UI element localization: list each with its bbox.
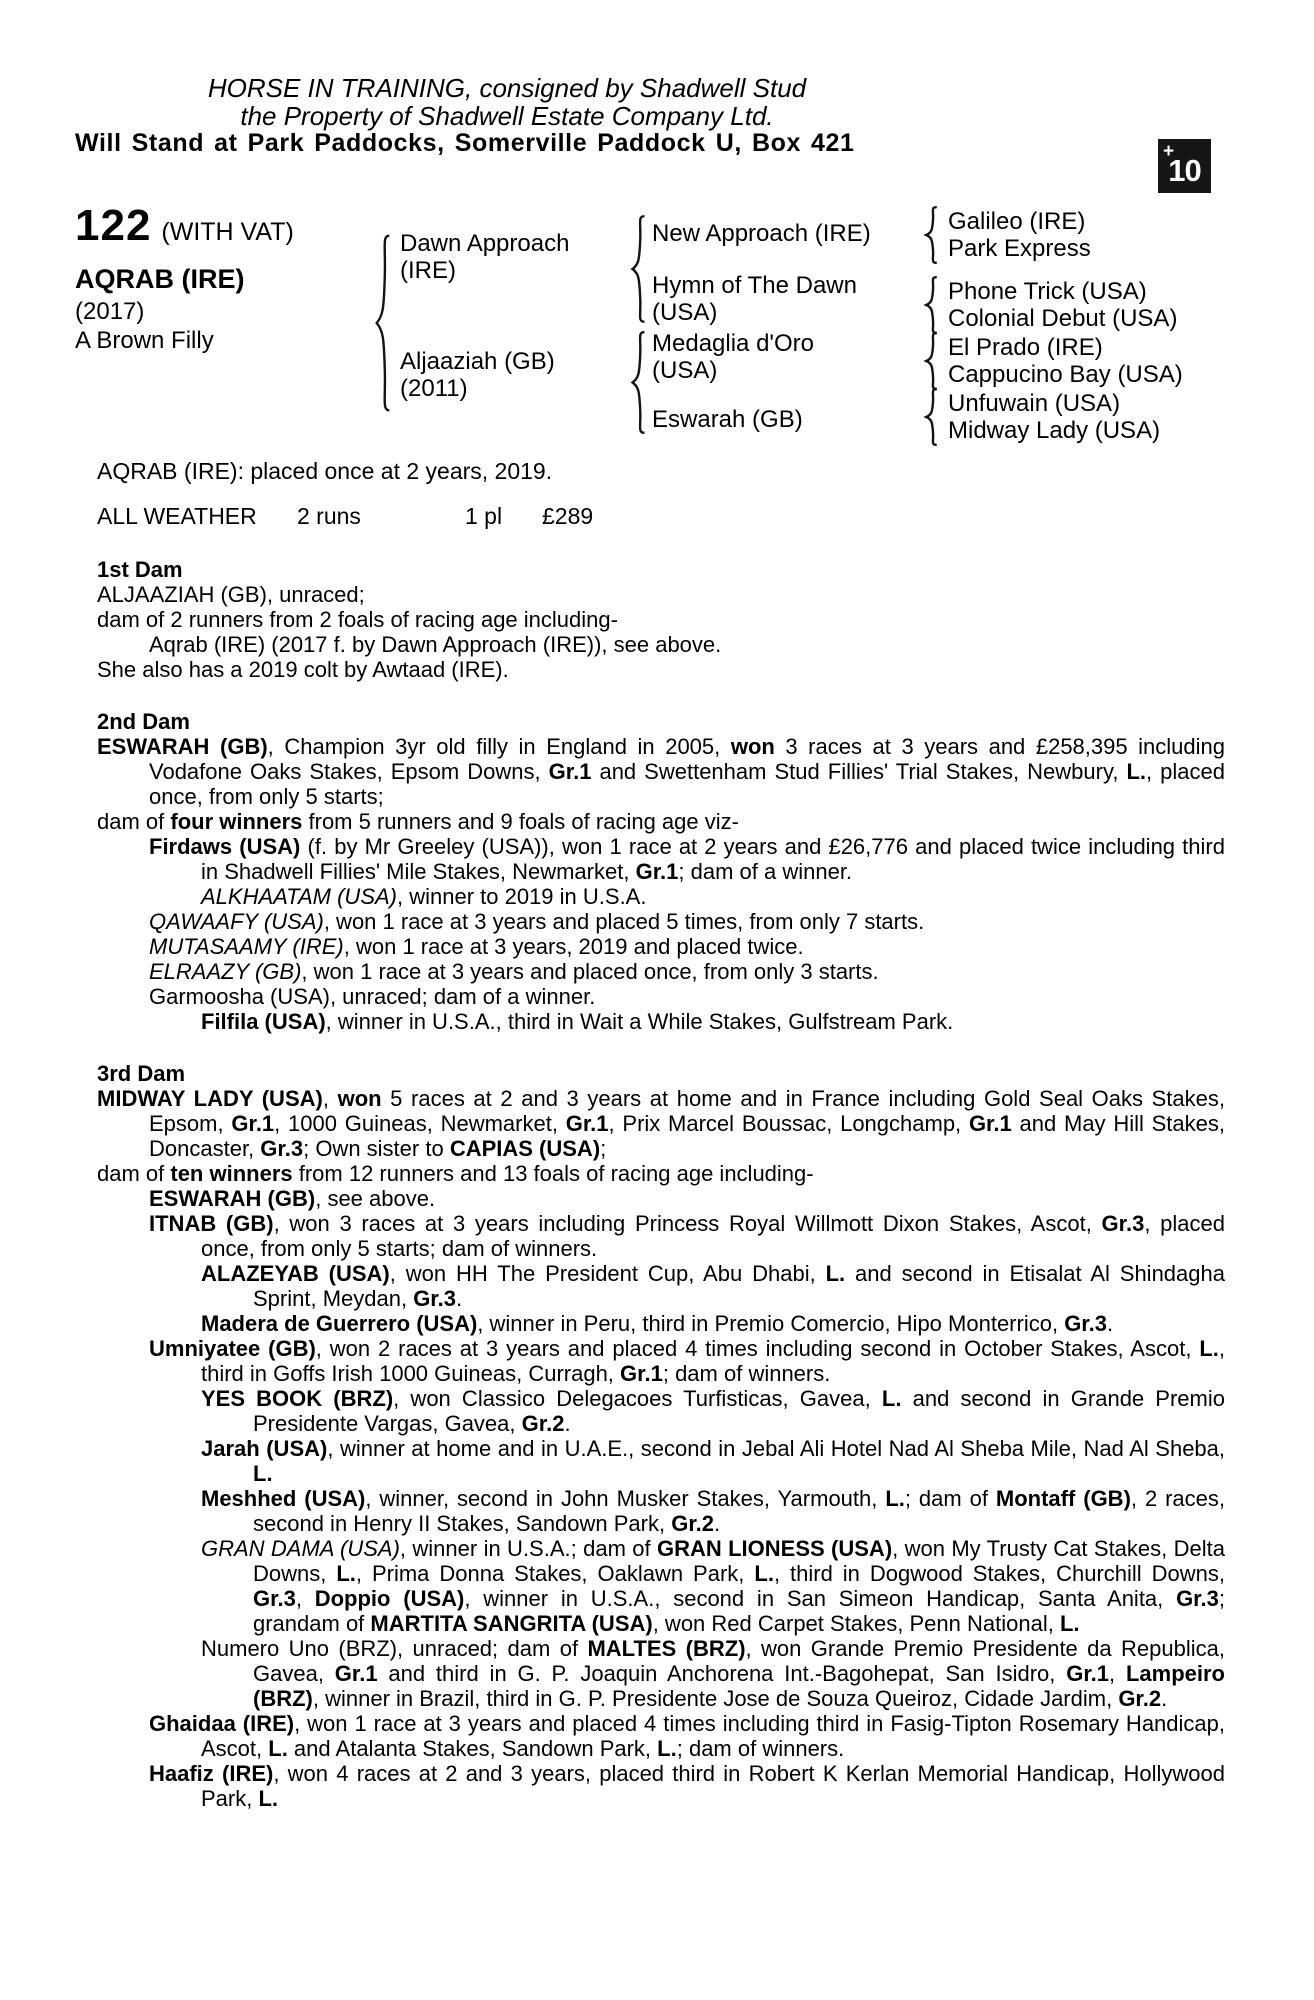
text-run: , won 1 race at 3 years and placed once, from only 3 starts. (301, 959, 879, 984)
stand-location-line: Will Stand at Park Paddocks, Somerville Paddock U, Box 421 (75, 129, 855, 157)
emphasised-text: CAPIAS (USA) (449, 1136, 601, 1161)
surface-label: ALL WEATHER (97, 503, 257, 529)
text-run: , 1000 Guineas, Newmarket, (274, 1111, 566, 1136)
emphasised-text: Gr.3 (253, 1586, 296, 1611)
pedigree-paragraph (97, 909, 1225, 934)
emphasised-text: L. (336, 1561, 356, 1586)
pedigree-paragraph (97, 1161, 1225, 1186)
pedigree-name-line: Unfuwain (USA) (948, 390, 1121, 417)
italic-text: MUTASAAMY (IRE) (149, 934, 344, 959)
emphasised-text: L. (268, 1736, 288, 1761)
emphasised-text: L. (258, 1786, 279, 1811)
pedigree-name-line: (USA) (652, 299, 718, 326)
emphasised-text: Gr.3 (1064, 1311, 1107, 1336)
pedigree-paragraph (97, 1536, 1225, 1636)
text-run: . (1107, 1311, 1114, 1336)
text-run: and Swettenham Stud Fillies' Trial Stakes, Newbury, (591, 759, 1127, 784)
text-run: , won Classico Delegacoes Turfisticas, Gavea, (393, 1386, 882, 1411)
emphasised-text: Gr.1 (968, 1111, 1012, 1136)
horse-name: AQRAB (IRE) (75, 264, 245, 294)
text-run: ; Own sister to (303, 1136, 450, 1161)
text-run: , won Red Carpet Stakes, Penn National, (652, 1611, 1060, 1636)
pedigree-gen3-pair (948, 390, 1160, 444)
emphasised-text: Gr.1 (620, 1361, 663, 1386)
pedigree-paragraph (97, 1086, 1225, 1161)
pedigree-paragraph (97, 734, 1225, 809)
text-run: , third in Dogwood Stakes, Churchill Downs, (773, 1561, 1226, 1586)
emphasised-text: Gr.1 (635, 859, 679, 884)
brace-icon (924, 388, 939, 446)
pedigree-paragraph (97, 1261, 1225, 1311)
text-run: dam of (97, 1161, 171, 1186)
pedigree-paragraph (97, 884, 1225, 909)
pedigree-name-line: (2011) (400, 375, 468, 402)
emphasised-text: L. (885, 1486, 905, 1511)
text-run: from 12 runners and 13 foals of racing age including- (292, 1161, 814, 1186)
pedigree-paragraph (97, 1386, 1225, 1436)
text-run: , won HH The President Cup, Abu Dhabi, (389, 1261, 826, 1286)
text-run: Garmoosha (USA), unraced; dam of a winner. (149, 984, 596, 1009)
pedigree-name-line: Dawn Approach (400, 230, 570, 257)
emphasised-text: Gr.3 (413, 1286, 456, 1311)
emphasised-text: Montaff (GB) (995, 1486, 1131, 1511)
pedigree-name-line: Midway Lady (USA) (948, 417, 1161, 444)
text-run: , won 1 race at 3 years and placed 5 times, from only 7 starts. (323, 909, 925, 934)
emphasised-text: GRAN LIONESS (USA) (656, 1536, 893, 1561)
text-run: , won 4 races at 2 and 3 years, placed third in Robert K Kerlan Memorial Handicap, Hollywood Park, (201, 1761, 1225, 1811)
pedigree-name-line: Galileo (IRE) (948, 208, 1086, 235)
emphasised-text: Filfila (USA) (201, 1009, 326, 1034)
pedigree-paragraph (97, 1636, 1225, 1711)
emphasised-text: Haafiz (IRE) (149, 1761, 274, 1786)
pedigree-paragraph (97, 1186, 1225, 1211)
consignor-line: HORSE IN TRAINING, consigned by Shadwell Stud (207, 73, 807, 103)
pedigree-sire (400, 230, 569, 284)
text-run: Aqrab (IRE) (2017 f. by Dawn Approach (IRE)), see above. (149, 632, 722, 657)
text-run: , won 1 race at 3 years, 2019 and placed twice. (343, 934, 804, 959)
text-run: , winner in Brazil, third in G. P. Presidente Jose de Souza Queiroz, Cidade Jardim, (312, 1686, 1119, 1711)
emphasised-text: Doppio (USA) (314, 1586, 465, 1611)
emphasised-text: L. (1059, 1611, 1080, 1636)
emphasised-text: L. (881, 1386, 902, 1411)
text-run: . (564, 1411, 571, 1436)
italic-text: ELRAAZY (GB) (149, 959, 302, 984)
pedigree-paragraph (97, 607, 1225, 632)
text-run: , won 2 races at 3 years and placed 4 times including second in October Stakes, Ascot, (315, 1336, 1200, 1361)
pedigree-name-line: New Approach (IRE) (652, 220, 871, 247)
emphasised-text: Meshhed (USA) (201, 1486, 366, 1511)
brace-icon (924, 206, 939, 264)
text-run: ; dam of winners. (662, 1361, 831, 1386)
text-run: , Champion 3yr old filly in England in 2005, (267, 734, 731, 759)
text-run: , Prix Marcel Boussac, Longchamp, (608, 1111, 969, 1136)
emphasised-text: L. (253, 1461, 273, 1486)
text-run: . (1161, 1686, 1168, 1711)
pedigree-gen3-pair (948, 208, 1091, 262)
emphasised-text: Gr.1 (548, 759, 592, 784)
brace-icon (374, 232, 392, 414)
emphasised-text: Firdaws (USA) (149, 834, 301, 859)
emphasised-text: Gr.1 (231, 1111, 275, 1136)
emphasised-text: L. (825, 1261, 846, 1286)
pedigree-paragraph (97, 959, 1225, 984)
brace-icon (924, 276, 939, 334)
emphasised-text: four winners (170, 809, 303, 834)
text-run: , won My Trusty Cat Stakes, Delta Downs, (253, 1536, 1225, 1586)
emphasised-text: ITNAB (GB) (149, 1211, 274, 1236)
emphasised-text: MARTITA SANGRITA (USA) (370, 1611, 653, 1636)
pedigree-paragraph (97, 657, 1225, 682)
pedigree-paragraph (97, 632, 1225, 657)
pedigree-name-line: Colonial Debut (USA) (948, 305, 1178, 332)
text-run: 5 races at 2 and 3 years at home and in France including Gold Seal Oaks Stakes, Epsom, (149, 1086, 1226, 1136)
dam-section-heading: 3rd Dam (97, 1061, 186, 1086)
pedigree-paragraph (97, 984, 1225, 1009)
emphasised-text: Ghaidaa (IRE) (149, 1711, 295, 1736)
emphasised-text: Gr.3 (1101, 1211, 1145, 1236)
emphasised-text: won (337, 1086, 382, 1111)
text-run: , winner in U.S.A., second in San Simeon Handicap, Santa Anita, (464, 1586, 1177, 1611)
pedigree-grandsire (652, 330, 814, 384)
places-value: 1 pl (465, 503, 503, 529)
emphasised-text: Gr.1 (565, 1111, 609, 1136)
plus10-badge-icon (1158, 139, 1211, 193)
text-run: and Atalanta Stakes, Sandown Park, (287, 1736, 658, 1761)
pedigree-paragraph (97, 1761, 1225, 1811)
emphasised-text: won (730, 734, 775, 759)
pedigree-name-line: Cappucino Bay (USA) (948, 361, 1183, 388)
text-run: , (295, 1586, 315, 1611)
pedigree-paragraph (97, 1311, 1225, 1336)
race-summary: AQRAB (IRE): placed once at 2 years, 2019. (97, 458, 553, 484)
text-run: , (1109, 1661, 1126, 1686)
text-run: ALJAAZIAH (GB), unraced; (97, 582, 365, 607)
dam-sections (97, 557, 1225, 1811)
text-run: dam of 2 runners from 2 foals of racing age including- (97, 607, 618, 632)
pedigree-paragraph (97, 1436, 1225, 1486)
brace-icon (924, 332, 939, 390)
text-run: , winner in U.S.A.; dam of (399, 1536, 657, 1561)
badge-number: 10 (1168, 153, 1201, 188)
emphasised-text: Gr.2 (671, 1511, 715, 1536)
text-run: , won 3 races at 3 years including Princess Royal Willmott Dixon Stakes, Ascot, (273, 1211, 1102, 1236)
pedigree-paragraph (97, 834, 1225, 884)
emphasised-text: Gr.1 (1066, 1661, 1110, 1686)
emphasised-text: Gr.1 (334, 1661, 378, 1686)
emphasised-text: L. (754, 1561, 774, 1586)
lot-number: 122 (75, 201, 152, 250)
italic-text: GRAN DAMA (USA) (201, 1536, 400, 1561)
text-run: , third in Goffs Irish 1000 Guineas, Curragh, (201, 1336, 1225, 1386)
text-run: , placed once, from only 5 starts; (149, 759, 1226, 809)
emphasised-text: Gr.2 (1118, 1686, 1162, 1711)
pedigree-gen3-pair (948, 278, 1177, 332)
pedigree-paragraph (97, 582, 1225, 607)
pedigree-grandsire (652, 220, 871, 247)
text-run: , (322, 1086, 338, 1111)
text-run: ; (600, 1136, 607, 1161)
pedigree-name-line: Aljaaziah (GB) (400, 348, 555, 375)
text-run: and second in Grande Premio Presidente Vargas, Gavea, (253, 1386, 1225, 1436)
pedigree-granddam (652, 406, 803, 433)
italic-text: QAWAAFY (USA) (149, 909, 324, 934)
dam-section (97, 557, 1225, 682)
emphasised-text: ALAZEYAB (USA) (201, 1261, 390, 1286)
pedigree-name-line: (USA) (652, 357, 718, 384)
text-run: , winner at home and in U.A.E., second in Jebal Ali Hotel Nad Al Sheba Mile, Nad Al Sheba, (327, 1436, 1226, 1461)
pedigree-paragraph (97, 1009, 1225, 1034)
vat-note: (WITH VAT) (161, 218, 294, 246)
emphasised-text: MALTES (BRZ) (587, 1636, 746, 1661)
plus-sign: + (1163, 141, 1175, 162)
pedigree-name-line: Medaglia d'Oro (652, 330, 814, 357)
text-run: and third in G. P. Joaquin Anchorena Int.-Bagohepat, San Isidro, (377, 1661, 1067, 1686)
emphasised-text: Gr.3 (1176, 1586, 1219, 1611)
lot-header (75, 201, 294, 250)
text-run: , winner, second in John Musker Stakes, Yarmouth, (365, 1486, 886, 1511)
italic-text: ALKHAATAM (USA) (201, 884, 397, 909)
text-run: . (714, 1511, 721, 1536)
pedigree-name-line: Eswarah (GB) (652, 406, 803, 433)
pedigree-dam (400, 348, 555, 402)
property-line: the Property of Shadwell Estate Company Ltd. (240, 101, 774, 131)
pedigree-name-line: (IRE) (400, 257, 456, 284)
text-run: and second in Etisalat Al Shindagha Sprint, Meydan, (253, 1261, 1225, 1311)
pedigree-name-line: Phone Trick (USA) (948, 278, 1147, 305)
emphasised-text: Lampeiro (BRZ) (253, 1661, 1225, 1711)
emphasised-text: MIDWAY LADY (USA) (97, 1086, 323, 1111)
emphasised-text: Madera de Guerrero (USA) (201, 1311, 478, 1336)
text-run: She also has a 2019 colt by Awtaad (IRE). (97, 657, 509, 682)
emphasised-text: Umniyatee (GB) (149, 1336, 316, 1361)
pedigree-paragraph (97, 1336, 1225, 1386)
emphasised-text: YES BOOK (BRZ) (201, 1386, 394, 1411)
pedigree-granddam (652, 272, 857, 326)
dam-section-heading: 2nd Dam (97, 709, 190, 734)
text-run: , winner in U.S.A., third in Wait a While Stakes, Gulfstream Park. (325, 1009, 954, 1034)
text-run: , see above. (315, 1186, 436, 1211)
brace-icon (630, 214, 647, 324)
dam-section-heading: 1st Dam (97, 557, 183, 582)
text-run: 3 races at 3 years and £258,395 including Vodafone Oaks Stakes, Epsom Downs, (149, 734, 1226, 784)
text-run: Numero Uno (BRZ), unraced; dam of (201, 1636, 588, 1661)
pedigree-paragraph (97, 1711, 1225, 1761)
emphasised-text: ten winners (170, 1161, 293, 1186)
text-run: , won Grande Premio Presidente da Republica, Gavea, (253, 1636, 1225, 1686)
text-run: , placed once, from only 5 starts; dam of winners. (201, 1211, 1225, 1261)
emphasised-text: L. (1126, 759, 1147, 784)
pedigree-gen3-pair (948, 334, 1183, 388)
emphasised-text: Jarah (USA) (201, 1436, 328, 1461)
pedigree-paragraph (97, 809, 1225, 834)
text-run: , Prima Donna Stakes, Oaklawn Park, (355, 1561, 755, 1586)
text-run: . (456, 1286, 463, 1311)
text-run: (f. by Mr Greeley (USA)), won 1 race at 2 years and £26,776 and placed twice including third in Shadwell Fillies' Mile Stakes, Newmarket, (201, 834, 1225, 884)
pedigree-name-line: Hymn of The Dawn (652, 272, 857, 299)
pedigree-paragraph (97, 934, 1225, 959)
runs-value: 2 runs (297, 503, 361, 529)
text-run: and May Hill Stakes, Doncaster, (149, 1111, 1225, 1161)
pedigree-paragraph (97, 1486, 1225, 1536)
foaling-year: (2017) (75, 298, 145, 325)
text-run: dam of (97, 809, 171, 834)
pedigree-name-line: Park Express (948, 235, 1091, 262)
horse-description: A Brown Filly (75, 327, 214, 354)
text-run: ; dam of (904, 1486, 996, 1511)
emphasised-text: L. (657, 1736, 677, 1761)
text-run: , won 1 race at 3 years and placed 4 times including third in Fasig-Tipton Rosemary Handicap, Ascot, (201, 1711, 1225, 1761)
pedigree-paragraph (97, 1211, 1225, 1261)
emphasised-text: ESWARAH (GB) (97, 734, 268, 759)
text-run: , 2 races, second in Henry II Stakes, Sandown Park, (253, 1486, 1226, 1536)
earnings-value: £289 (542, 503, 594, 529)
emphasised-text: Gr.2 (521, 1411, 565, 1436)
brace-icon (630, 330, 647, 435)
text-run: , winner to 2019 in U.S.A. (397, 884, 647, 909)
text-run: ; dam of a winner. (678, 859, 853, 884)
text-run: , winner in Peru, third in Premio Comercio, Hipo Monterrico, (477, 1311, 1065, 1336)
pedigree-name-line: El Prado (IRE) (948, 334, 1103, 361)
dam-section (97, 709, 1225, 1034)
text-run: ; dam of winners. (676, 1736, 845, 1761)
emphasised-text: ESWARAH (GB) (149, 1186, 316, 1211)
text-run: ; grandam of (253, 1586, 1225, 1636)
emphasised-text: L. (1199, 1336, 1219, 1361)
emphasised-text: Gr.3 (260, 1136, 304, 1161)
dam-section (97, 1061, 1225, 1811)
text-run: from 5 runners and 9 foals of racing age viz- (302, 809, 739, 834)
